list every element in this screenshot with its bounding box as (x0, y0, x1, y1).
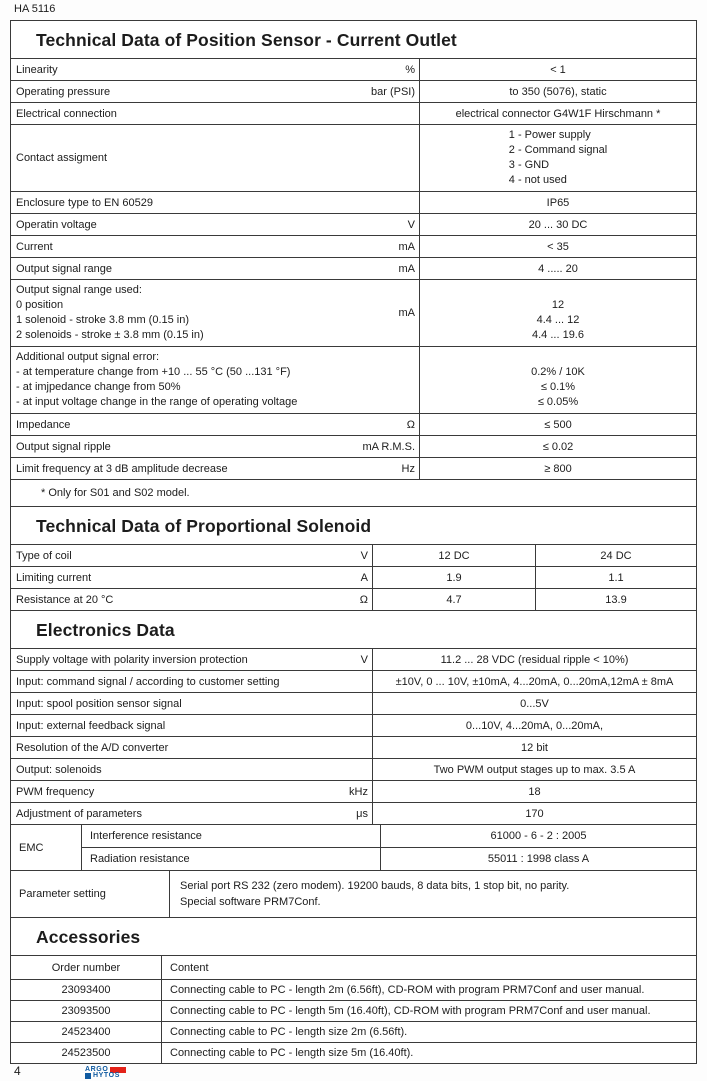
row-value: < 1 (550, 63, 566, 76)
table-row (11, 435, 696, 457)
section-title-proportional-solenoid (11, 506, 696, 544)
row-label-lines: Output signal range used: 0 position 1 solenoid - stroke 3.8 mm (0.15 in) 2 solenoids - stroke ± 3.8 mm (0.15 in) (16, 284, 204, 341)
table-row (11, 413, 696, 435)
row-unit: V (407, 218, 415, 231)
row-label: Limiting current (16, 571, 92, 584)
footnote-row (11, 479, 696, 506)
column-header-content: Content (170, 961, 209, 974)
row-label: Output signal ripple (16, 440, 111, 453)
row-label: Output signal range (16, 262, 113, 275)
row-value: < 35 (547, 240, 569, 253)
row-label: Enclosure type to EN 60529 (16, 196, 153, 209)
order-number: 24523500 (11, 1043, 162, 1063)
row-value: 170 (525, 807, 544, 820)
row-value: 61000 - 6 - 2 : 2005 (490, 830, 587, 842)
row-unit: Ω (359, 593, 368, 606)
accessory-content: Connecting cable to PC - length size 2m (6.56ft). (170, 1026, 408, 1038)
row-value: ≤ 0.02 (542, 440, 574, 453)
accessory-content: Connecting cable to PC - length 5m (16.40ft), CD-ROM with program PRM7Conf and user manual. (170, 1005, 651, 1017)
row-value: IP65 (546, 196, 570, 209)
row-unit: Ω (406, 418, 415, 431)
table-row-output-range-used (11, 279, 696, 346)
row-value: 55011 : 1998 class A (487, 853, 590, 865)
row-label: Linearity (16, 63, 58, 76)
row-value: 0...10V, 4...20mA, 0...20mA, (465, 719, 604, 732)
row-unit: Hz (401, 462, 415, 475)
table-row (11, 102, 696, 124)
order-number: 23093500 (11, 1001, 162, 1021)
row-value: to 350 (5076), static (509, 85, 607, 98)
emc-subrow (82, 847, 696, 870)
table-row-emc (11, 824, 696, 870)
table-row (11, 648, 696, 670)
table-row (11, 588, 696, 610)
section-title-accessories (11, 917, 696, 955)
data-table (10, 20, 697, 1064)
row-unit: mA (398, 262, 415, 275)
logo-text-argo: ARGO (85, 1066, 109, 1073)
row-label: Supply voltage with polarity inversion protection (16, 653, 248, 666)
row-value-lines: 1 - Power supply 2 - Command signal 3 - GND 4 - not used (508, 129, 608, 186)
row-label: Resolution of the A/D converter (16, 741, 169, 754)
section-title-text: Accessories (36, 926, 141, 947)
row-value-24dc: 1.1 (608, 571, 624, 584)
table-row-parameter-setting (11, 870, 696, 917)
section-title-text: Technical Data of Proportional Solenoid (36, 515, 372, 536)
emc-label: EMC (11, 825, 82, 870)
row-value: 11.2 ... 28 VDC (residual ripple < 10%) (440, 653, 629, 666)
table-row-additional-error (11, 346, 696, 413)
row-label-lines: Additional output signal error: - at temperature change from +10 ... 55 °C (50 ...131 °F) - at imjpedance change from 50% - at input voltage change in the range of operating voltage (16, 351, 298, 408)
row-value-lines: 0.2% / 10K ≤ 0.1% ≤ 0.05% (531, 366, 585, 408)
row-unit: μs (356, 807, 368, 820)
row-value: electrical connector G4W1F Hirschmann * (455, 107, 661, 120)
row-label: Output: solenoids (16, 763, 102, 776)
table-row (11, 58, 696, 80)
row-value-lines: 12 4.4 ... 12 4.4 ... 19.6 (532, 299, 584, 341)
row-value-24dc: 13.9 (605, 593, 627, 606)
row-label: Interference resistance (82, 825, 381, 847)
row-value: 4 ..... 20 (538, 262, 578, 275)
row-value-12dc: 12 DC (373, 545, 536, 566)
table-row (11, 191, 696, 213)
order-number: 23093400 (11, 980, 162, 1000)
row-unit: mA (398, 240, 415, 253)
row-value: 0...5V (520, 697, 549, 710)
row-label: Resistance at 20 °C (16, 593, 114, 606)
section-title-electronics-data (11, 610, 696, 648)
row-unit: mA (398, 307, 415, 319)
row-unit: bar (PSI) (370, 85, 415, 98)
accessory-row (11, 1000, 696, 1021)
row-value: 12 bit (521, 741, 548, 754)
row-label: Limit frequency at 3 dB amplitude decrease (16, 462, 228, 475)
table-row (11, 257, 696, 279)
row-value: ±10V, 0 ... 10V, ±10mA, 4...20mA, 0...20mA,12mA ± 8mA (395, 675, 674, 688)
row-label: Input: external feedback signal (16, 719, 166, 732)
row-label: PWM frequency (16, 785, 95, 798)
accessory-row (11, 979, 696, 1000)
row-value: 18 (528, 785, 541, 798)
row-label: Current (16, 240, 53, 253)
accessory-row (11, 1042, 696, 1063)
accessory-content: Connecting cable to PC - length 2m (6.56ft), CD-ROM with program PRM7Conf and user manual. (170, 984, 645, 996)
column-header-order-number: Order number (11, 956, 162, 979)
table-row (11, 758, 696, 780)
row-label: Adjustment of parameters (16, 807, 142, 820)
accessory-content: Connecting cable to PC - length size 5m (16.40ft). (170, 1047, 414, 1059)
row-unit: V (360, 549, 368, 562)
row-unit: mA R.M.S. (362, 440, 415, 453)
table-row (11, 780, 696, 802)
row-value-lines: Serial port RS 232 (zero modem). 19200 bauds, 8 data bits, 1 stop bit, no parity. Special software PRM7Conf. (180, 880, 570, 908)
row-value-24dc: 24 DC (600, 549, 632, 562)
table-row (11, 736, 696, 758)
row-value: Two PWM output stages up to max. 3.5 A (433, 763, 636, 776)
table-row (11, 80, 696, 102)
row-label: Operating pressure (16, 85, 111, 98)
footnote-text: * Only for S01 and S02 model. (41, 487, 190, 499)
order-number: 24523400 (11, 1022, 162, 1042)
row-value: ≥ 800 (544, 462, 572, 475)
logo-text-hytos: HYTOS (93, 1072, 120, 1079)
row-label: Type of coil (16, 549, 72, 562)
row-unit: V (360, 653, 368, 666)
row-label: Input: command signal / according to customer setting (16, 675, 280, 688)
row-label: Input: spool position sensor signal (16, 697, 182, 710)
row-label: Contact assigment (16, 152, 108, 164)
row-unit: kHz (349, 785, 368, 798)
section-title-text: Electronics Data (36, 619, 175, 640)
logo-blue-square (85, 1073, 91, 1079)
table-row (11, 714, 696, 736)
table-row (11, 692, 696, 714)
table-row (11, 544, 696, 566)
emc-subrow (82, 825, 696, 847)
document-reference: HA 5116 (14, 3, 56, 15)
table-row (11, 802, 696, 824)
row-label: Parameter setting (11, 871, 170, 917)
table-row-contact-assignment (11, 124, 696, 191)
row-value: 20 ... 30 DC (528, 218, 588, 231)
table-row (11, 566, 696, 588)
row-label: Electrical connection (16, 107, 117, 120)
argo-hytos-logo (85, 1067, 126, 1079)
table-row (11, 235, 696, 257)
accessories-header-row (11, 955, 696, 979)
row-label: Radiation resistance (82, 848, 381, 870)
row-value-12dc: 4.7 (373, 589, 536, 610)
table-row (11, 457, 696, 479)
row-value: ≤ 500 (544, 418, 572, 431)
row-unit: % (405, 63, 415, 76)
table-row (11, 670, 696, 692)
row-value-12dc: 1.9 (373, 567, 536, 588)
section-title-text: Technical Data of Position Sensor - Current Outlet (36, 29, 457, 50)
table-row (11, 213, 696, 235)
section-title-position-sensor (11, 21, 696, 58)
row-label: Operatin voltage (16, 218, 97, 231)
accessory-row (11, 1021, 696, 1042)
page-number: 4 (14, 1064, 21, 1078)
row-unit: A (360, 571, 368, 584)
row-label: Impedance (16, 418, 71, 431)
